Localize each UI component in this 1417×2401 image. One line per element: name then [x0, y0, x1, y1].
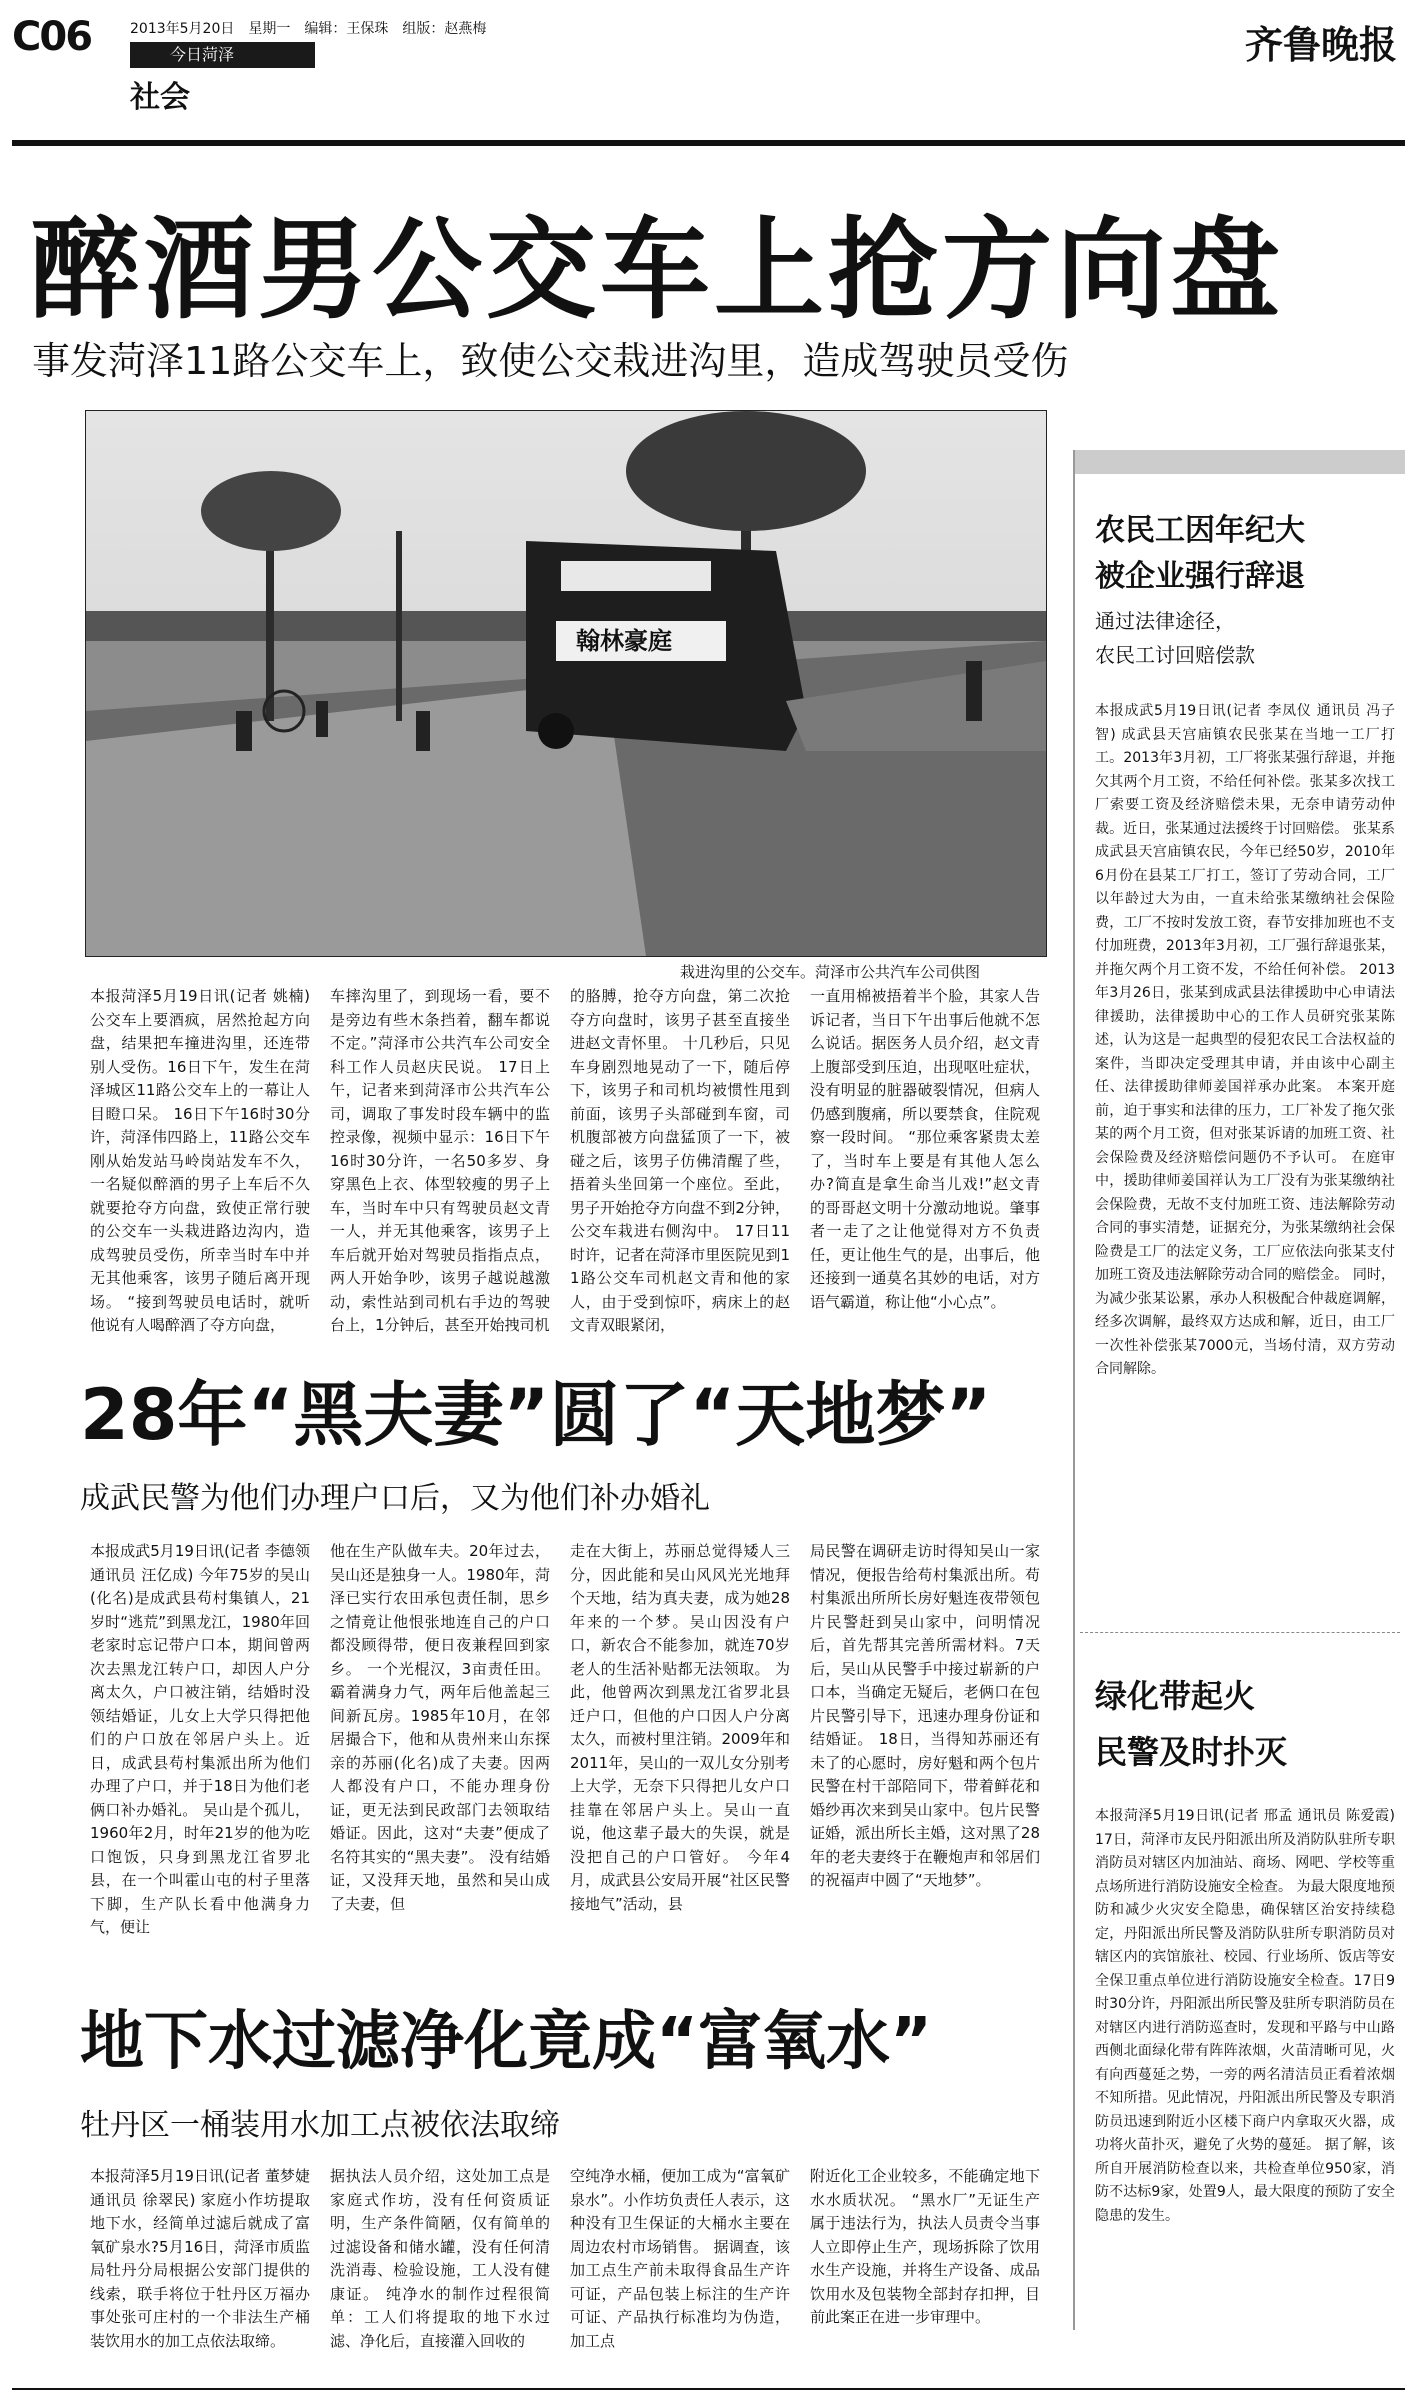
story3-column-3: 空纯净水桶，便加工成为“富氧矿泉水”。小作坊负责任人表示，这种没有卫生保证的大桶水主要在周边农村市场销售。 据调查，该加工点生产前未取得食品生产许可证，产品包装上标注的生产许可证、产品执行标准均为伪造，加工点: [570, 2167, 790, 2350]
story1-column-3: 的胳膊，抢夺方向盘，第二次抢夺方向盘时，该男子甚至直接坐进赵文青怀里。 十几秒后，只见车身剧烈地晃动了一下，随后停下，该男子和司机均被惯性甩到前面，该男子头部碰到车窗，司机腹部被方向盘猛顶了一下，被碰之后，该男子仿佛清醒了些，捂着头坐回第一个座位。至此，男子开始抢夺方向盘不到2分钟，公交车栽进右侧沟中。 17日11时许，记者在菏泽市里医院见到11路公交车司机赵文青和他的家人，由于受到惊吓，病床上的赵文青双眼紧闭，: [570, 987, 790, 1334]
story3-column-2: 据执法人员介绍，这处加工点是家庭式作坊，没有任何资质证明，生产条件简陋，仅有简单的过滤设备和储水罐，没有任何清洗消毒、检验设施，工人没有健康证。 纯净水的制作过程很简单：工人们将提取的地下水过滤、净化后，直接灌入回收的: [330, 2167, 550, 2350]
story3-column-1: 本报菏泽5月19日讯(记者 董梦婕 通讯员 徐翠民) 家庭小作坊提取地下水，经简单过滤后就成了富氧矿泉水?5月16日，菏泽市质监局牡丹分局根据公安部门提供的线索，联手将位于牡丹区万福办事处张可庄村的一个非法生产桶装饮用水的加工点依法取缔。: [90, 2167, 310, 2350]
story2-column-3: 走在大街上，苏丽总觉得矮人三分，因此能和吴山风风光光地拜个天地，结为真夫妻，成为她28年来的一个梦。吴山因没有户口，新农合不能参加，就连70岁老人的生活补贴都无法领取。 为此，他曾两次到黑龙江省罗北县迁户口，但他的户口因人户分离太久，而被村里注销。2009年和2011年，吴山的一双儿女分别考上大学，无奈下只得把儿女户口挂靠在邻居户头上。吴山一直说，他这辈子最大的失误，就是没把自己的户口管好。 今年4月，成武县公安局开展“社区民警接地气”活动，县: [570, 1542, 790, 1913]
sidebar-a-headline-line2: 被企业强行辞退: [1095, 559, 1305, 594]
sidebar-a-headline-line1: 农民工因年纪大: [1095, 513, 1305, 548]
sidebar-b-headline-line2: 民警及时扑灭: [1095, 1733, 1288, 1771]
photo-caption: 栽进沟里的公交车。菏泽市公共汽车公司供图: [680, 963, 981, 981]
section-title: 社会: [130, 80, 190, 115]
sidebar-a-headline: [1095, 508, 1305, 600]
bus-sign: 翰林豪庭: [576, 627, 672, 655]
sidebar-b-body: 本报菏泽5月19日讯(记者 邢孟 通讯员 陈爱霞) 17日，菏泽市友民丹阳派出所及消防队驻所专职消防员对辖区内加油站、商场、网吧、学校等重点场所进行消防设施安全检查。 为最大限度地预防和减少火灾安全隐患，确保辖区治安持续稳定，丹阳派出所民警及消防队驻所专职消防员对辖区内的宾馆旅社、校园、行业场所、饭店等安全保卫重点单位进行消防设施安全检查。17日9时30分许，丹阳派出所民警及驻所专职消防员在对辖区内进行消防巡查时，发现和平路与中山路西侧北面绿化带有阵阵浓烟，火苗清晰可见，火有向西蔓延之势，一旁的两名清洁员正看着浓烟不知所措。见此情况，丹阳派出所民警及专职消防员迅速到附近小区楼下商户内拿取灭火器，成功将火苗扑灭，避免了火势的蔓延。 据了解，该所自开展消防检查以来，共检查单位950家，消防不达标9家，处置9人，最大限度的预防了安全隐患的发生。: [1095, 1808, 1395, 2224]
bus: [526, 541, 806, 751]
sidebar-top-band: [1075, 450, 1405, 474]
story2-column-1: 本报成武5月19日讯(记者 李德领 通讯员 汪亿成) 今年75岁的吴山(化名)是成武县苟村集镇人，21岁时“逃荒”到黑龙江，1980年回老家时忘记带户口本，期间曾两次去黑龙江转户口，却因人户分离太久，户口被注销，结婚时没领结婚证，儿女上大学只得把他们的户口放在邻居户头上。近日，成武县苟村集派出所为他们办理了户口，并于18日为他们老俩口补办婚礼。 吴山是个孤儿，1960年2月，时年21岁的他为吃口饱饭，只身到黑龙江省罗北县，在一个叫霍山屯的村子里落下脚，生产队长看中他满身力气，便让: [90, 1542, 310, 1936]
story3-subhead: 牡丹区一桶装用水加工点被依法取缔: [80, 2108, 560, 2143]
story1-headline: 醉酒男公交车上抢方向盘: [30, 206, 1284, 334]
story2-subhead: 成武民警为他们办理户口后，又为他们补办婚礼: [80, 1481, 710, 1516]
sidebar-b-headline: [1095, 1668, 1287, 1780]
sidebar-a-sub-line2: 农民工讨回赔偿款: [1095, 643, 1255, 667]
section-tag: 今日菏泽: [130, 42, 315, 68]
story1-column-1: 本报菏泽5月19日讯(记者 姚楠) 公交车上要酒疯，居然抢起方向盘，结果把车撞进沟里，还连带别人受伤。16日下午，发生在菏泽城区11路公交车上的一幕让人目瞪口呆。 16日下午16时30分许，菏泽伟四路上，11路公交车刚从始发站马岭岗站发车不久，一名疑似醉酒的男子上车后不久就要抢夺方向盘，致使正常行驶的公交车一头栽进路边沟内，造成驾驶员受伤，所幸当时车中并无其他乘客，该男子随后离开现场。 “接到驾驶员电话时，就听他说有人喝醉酒了夺方向盘，: [90, 987, 310, 1334]
story2-headline: 28年“黑夫妻”圆了“天地梦”: [80, 1374, 992, 1456]
sidebar-a-subhead: [1095, 604, 1255, 672]
header-rule: [12, 140, 1405, 146]
sidebar-a-sub-line1: 通过法律途径，: [1095, 609, 1235, 633]
sidebar-a-body: 本报成武5月19日讯(记者 李凤仪 通讯员 冯子智) 成武县天宫庙镇农民张某在当地一工厂打工。2013年3月初，工厂将张某强行辞退，并拖欠其两个月工资，不给任何补偿。张某多次找工厂索要工资及经济赔偿未果，无奈申请劳动仲裁。近日，张某通过法援终于讨回赔偿。 张某系成武县天宫庙镇农民，今年已经50岁，2010年6月份在县某工厂打工，签订了劳动合同，工厂以年龄过大为由，一直未给张某缴纳社会保险费，工厂不按时发放工资，春节安排加班也不支付加班费，2013年3月初，工厂强行辞退张某，并拖欠两个月工资不发，不给任何补偿。 2013年3月26日，张某到成武县法律援助中心申请法律援助，法律援助中心的工作人员研究张某陈述，认为这是一起典型的侵犯农民工合法权益的案件，当即决定受理其申请，并由该中心副主任、法律援助律师姜国祥承办此案。 本案开庭前，迫于事实和法律的压力，工厂补发了拖欠张某的两个月工资，但对张某诉请的加班工资、社会保险费及经济赔偿问题仍不予认可。 在庭审中，援助律师姜国祥认为工厂没有为张某缴纳社会保险费，无故不支付加班工资、违法解除劳动合同的事实清楚，证据充分，为张某缴纳社会保险费是工厂的法定义务，工厂应依法向张某支付加班工资及违法解除劳动合同的赔偿金。 同时，为减少张某讼累，承办人积极配合仲裁庭调解，经多次调解，最终双方达成和解，近日，由工厂一次性补偿张某7000元，当场付清，双方劳动合同解除。: [1095, 703, 1395, 1377]
bottom-rule: [12, 2388, 1405, 2390]
story3-column-4: 附近化工企业较多，不能确定地下水水质状况。 “黑水厂”无证生产属于违法行为，执法人员责令当事人立即停止生产，现场拆除了饮用水生产设施，并将生产设备、成品饮用水及包装物全部封存扣押，目前此案正在进一步审理中。: [810, 2167, 1040, 2326]
sidebar-divider: [1080, 1632, 1400, 1633]
story1-subhead: 事发菏泽11路公交车上，致使公交栽进沟里，造成驾驶员受伤: [32, 339, 1069, 383]
page-code: C06: [12, 14, 92, 60]
dateline: 2013年5月20日 星期一 编辑：王保珠 组版：赵燕梅: [130, 21, 487, 37]
story2-column-4: 局民警在调研走访时得知吴山一家情况，便报告给苟村集派出所。苟村集派出所所长房好魁连夜带领包片民警赶到吴山家中，问明情况后，首先帮其完善所需材料。7天后，吴山从民警手中接过崭新的户口本，当确定无疑后，老俩口在包片民警引导下，迅速办理身份证和结婚证。 18日，当得知苏丽还有未了的心愿时，房好魁和两个包片民警在村干部陪同下，带着鲜花和婚纱再次来到吴山家中。包片民警证婚，派出所长主婚，这对黑了28年的老夫妻终于在鞭炮声和邻居们的祝福声中圆了“天地梦”。: [810, 1542, 1040, 1889]
story2-column-2: 他在生产队做车夫。20年过去，吴山还是独身一人。1980年，菏泽已实行农田承包责任制，思乡之情竟让他恨张地连自己的户口都没顾得带，便日夜兼程回到家乡。 一个光棍汉，3亩责任田。霸着满身力气，两年后他盖起三间新瓦房。1985年10月，在邻居撮合下，他和从贵州来山东探亲的苏丽(化名)成了夫妻。因两人都没有户口，不能办理身份证，更无法到民政部门去领取结婚证。因此，这对“夫妻”便成了名符其实的“黑夫妻”。 没有结婚证，又没拜天地，虽然和吴山成了夫妻，但: [330, 1542, 550, 1913]
bus-photo: [85, 410, 1047, 957]
sidebar-b-headline-line1: 绿化带起火: [1095, 1677, 1256, 1715]
story3-headline: 地下水过滤净化竟成“富氧水”: [80, 2005, 933, 2079]
story1-column-4: 一直用棉被捂着半个脸，其家人告诉记者，当日下午出事后他就不怎么说话。据医务人员介绍，赵文青上腹部受到压迫，出现呕吐症状，没有明显的脏器破裂情况，但病人仍感到腹痛，所以要禁食，住院观察一段时间。 “那位乘客紧贵太差了，当时车上要是有其他人怎么办?简直是拿生命当儿戏!”赵文青的哥哥赵文明十分激动地说。肇事者一走了之让他觉得对方不负责任，更让他生气的是，出事后，他还接到一通莫名其妙的电话，对方语气霸道，称让他“小心点”。: [810, 987, 1040, 1311]
story1-column-2: 车摔沟里了，到现场一看，要不是旁边有些木条挡着，翻车都说不定。”菏泽市公共汽车公司安全科工作人员赵庆民说。 17日上午，记者来到菏泽市公共汽车公司，调取了事发时段车辆中的监控录像，视频中显示：16日下午16时30分许，一名50多岁、身穿黑色上衣、体型较瘦的男子上车，当时车中只有驾驶员赵文青一人，并无其他乘客，该男子上车后就开始对驾驶员指指点点，两人开始争吵，该男子越说越激动，索性站到司机右手边的驾驶台上，1分钟后，甚至开始拽司机: [330, 987, 550, 1334]
masthead: 齐鲁晚报: [1244, 22, 1397, 67]
